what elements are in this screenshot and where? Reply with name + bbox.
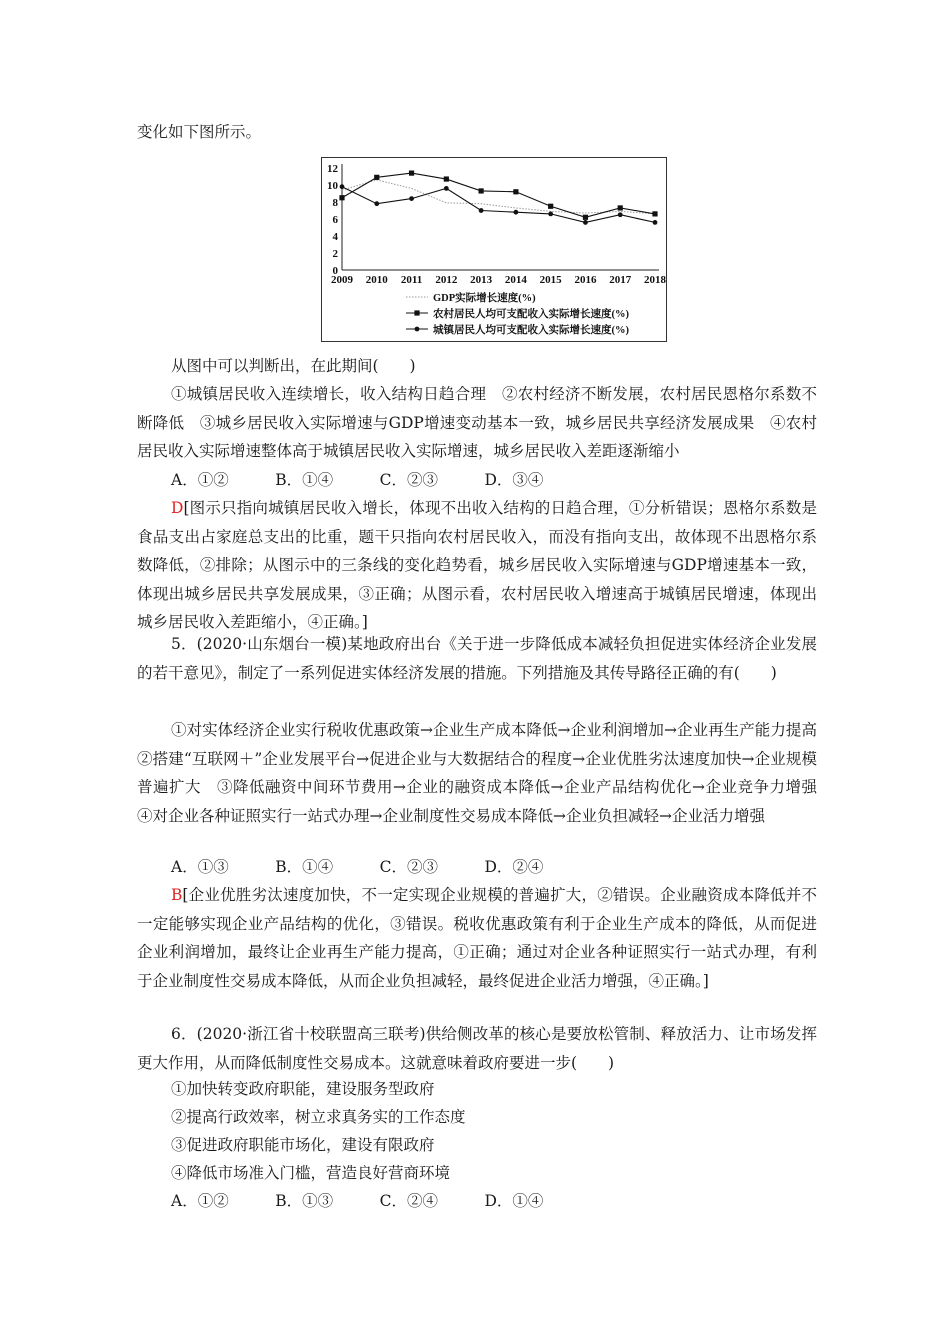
series-1-point (548, 204, 553, 209)
q6-statement-2: ②提高行政效率，树立求真务实的工作态度 (171, 1108, 466, 1126)
x-tick-label: 2015 (539, 274, 562, 286)
q4-statements: ①城镇居民收入连续增长，收入结构日趋合理 ②农村经济不断发展，农村居民恩格尔系数不断降低 ③城乡居民收入实际增速与GDP增速变动基本一致，城乡居民共享经济发展成果 ④农村居民收入实际增速整体高于城镇居民收入实际增速，城乡居民收入差距逐渐缩小 (137, 385, 817, 460)
series-2-point (653, 220, 658, 225)
series-1-point (652, 211, 657, 216)
x-tick-label: 2016 (574, 274, 597, 286)
q5-statements: ①对实体经济企业实行税收优惠政策→企业生产成本降低→企业利润增加→企业再生产能力提高 ②搭建“互联网＋”企业发展平台→促进企业与大数据结合的程度→企业优胜劣汰速度加快→企业规模普遍扩大 ③降低融资中间环节费用→企业的融资成本降低→企业产品结构优化→企业竞争力增强 ④对企业各种证照实行一站式办理→企业制度性交易成本降低→企业负担减轻→企业活力增强 (137, 721, 833, 825)
series-2-point (548, 212, 553, 217)
series-line-1 (342, 173, 655, 217)
series-1-point (444, 176, 449, 181)
y-tick-label: 4 (332, 231, 338, 243)
legend-label-2: 城镇居民人均可支配收入实际增长速度(%) (433, 325, 629, 336)
q5-answer-letter: B (171, 886, 183, 904)
q5-options: A．①③ B．①④ C．②③ D．②④ (171, 858, 544, 876)
q4-explanation: [图示只指向城镇居民收入增长，体现不出收入结构的日趋合理，①分析错误；恩格尔系数是食品支出占家庭总支出的比重，题干只指向农村居民收入，而没有指向支出，故体现不出恩格尔系数降低，②排除；从图示中的三条线的变化趋势看，城乡居民收入实际增速与GDP增速基本一致，体现出城乡居民共享发展成果，③正确；从图示看，农村居民收入增速高于城镇居民增速，体现出城乡居民收入差距缩小，④正确。] (137, 499, 817, 631)
series-line-2 (342, 187, 655, 223)
intro-line: 变化如下图所示。 (137, 123, 262, 141)
series-1-point (409, 171, 414, 176)
q4-stem: 从图中可以判断出，在此期间( ) (171, 357, 416, 375)
legend-marker-2 (415, 327, 420, 332)
q5-answer (137, 881, 817, 995)
q6-statement-3: ③促进政府职能市场化，建设有限政府 (171, 1136, 435, 1154)
x-tick-label: 2011 (400, 274, 423, 286)
q4-answer-letter: D (171, 499, 184, 517)
x-tick-label: 2014 (504, 274, 527, 286)
x-tick-label: 2013 (470, 274, 493, 286)
q6-stem: 6．(2020·浙江省十校联盟高三联考)供给侧改革的核心是要放松管制、释放活力、让市场发挥更大作用，从而降低制度性交易成本。这就意味着政府要进一步( ) (137, 1025, 817, 1072)
series-1-point (513, 189, 518, 194)
series-1-point (374, 175, 379, 180)
q6-statement-1: ①加快转变政府职能，建设服务型政府 (171, 1080, 435, 1098)
y-tick-label: 8 (332, 197, 338, 209)
series-2-point (409, 196, 414, 201)
y-tick-label: 0 (332, 265, 338, 277)
q5-stem: 5．(2020·山东烟台一模)某地政府出台《关于进一步降低成本减轻负担促进实体经济企业发展的若干意见》，制定了一系列促进实体经济发展的措施。下列措施及其传导路径正确的有( ) (137, 635, 817, 682)
series-2-point (444, 186, 449, 191)
x-tick-label: 2017 (609, 274, 632, 286)
q6-statement-4: ④降低市场准入门槛，营造良好营商环境 (171, 1164, 451, 1182)
series-2-point (618, 212, 623, 217)
series-2-point (513, 210, 518, 215)
x-tick-label: 2012 (435, 274, 458, 286)
x-tick-label: 2009 (331, 274, 353, 286)
series-2-point (583, 220, 588, 225)
y-tick-label: 10 (327, 180, 338, 192)
series-1-point (583, 215, 588, 220)
q4-answer (137, 494, 817, 637)
q5-explanation: [企业优胜劣汰速度加快，不一定实现企业规模的普遍扩大，②错误。企业融资成本降低并不一定能够实现企业产品结构的优化，③错误。税收优惠政策有利于企业生产成本的降低，从而促进企业利润增加，最终让企业再生产能力提高，①正确；通过对企业各种证照实行一站式办理，有利于企业制度性交易成本降低，从而企业负担减轻，最终促进企业活力增强，④正确。] (137, 886, 817, 990)
y-tick-label: 6 (332, 214, 338, 226)
series-1-point (618, 205, 623, 210)
y-tick-label: 2 (332, 248, 338, 260)
q4-options: A．①② B．①④ C．②③ D．③④ (171, 471, 544, 489)
y-tick-label: 12 (327, 163, 338, 175)
series-2-point (479, 208, 484, 213)
line-chart-figure (321, 157, 667, 342)
series-2-point (340, 184, 345, 189)
series-2-point (374, 201, 379, 206)
q6-options: A．①② B．①③ C．②④ D．①④ (171, 1192, 544, 1210)
legend-marker-1 (414, 310, 419, 315)
line-chart (322, 158, 666, 341)
legend-label-1: 农村居民人均可支配收入实际增长速度(%) (433, 309, 629, 320)
legend-label-0: GDP实际增长速度(%) (433, 293, 536, 304)
series-1-point (339, 195, 344, 200)
series-line-0 (342, 180, 655, 214)
x-tick-label: 2010 (365, 274, 388, 286)
series-1-point (479, 188, 484, 193)
x-tick-label: 2018 (644, 274, 666, 286)
